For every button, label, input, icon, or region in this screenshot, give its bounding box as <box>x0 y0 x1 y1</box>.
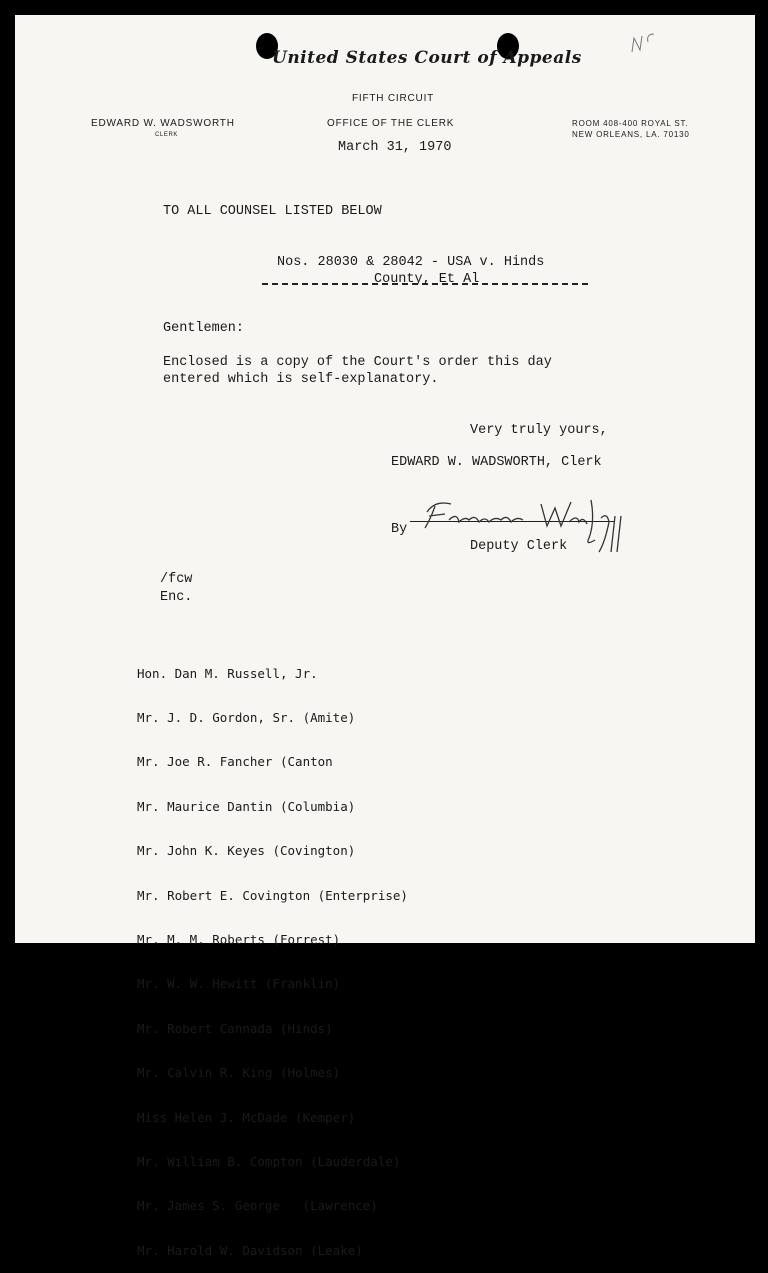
list-item: Mr. Joe R. Fancher (Canton <box>137 754 333 770</box>
case-ref-line-2: County, Et Al <box>374 272 480 287</box>
office-label: OFFICE OF THE CLERK <box>327 118 455 129</box>
list-item: Mr. J. D. Gordon, Sr. (Amite) <box>137 709 356 725</box>
clerk-title: CLERK <box>155 132 179 138</box>
body-line-2: entered which is self-explanatory. <box>163 372 439 387</box>
greeting: Gentlemen: <box>163 321 245 336</box>
body-line-1: Enclosed is a copy of the Court's order this day <box>163 355 552 370</box>
address-line-2: NEW ORLEANS, LA. 70130 <box>572 130 690 139</box>
letter-date: March 31, 1970 <box>338 140 452 155</box>
case-ref-line-1: Nos. 28030 & 28042 - USA v. Hinds <box>277 255 545 270</box>
closing: Very truly yours, <box>470 423 608 438</box>
court-name-heading: United States Court of Appeals <box>272 48 582 68</box>
list-item: Mr. John K. Keyes (Covington) <box>137 843 356 859</box>
typist-initials: /fcw <box>160 572 193 587</box>
handwritten-mark-icon <box>628 28 662 58</box>
circuit-label: FIFTH CIRCUIT <box>352 93 435 104</box>
signature-by-label: By <box>391 522 408 537</box>
list-item: Mr. William B. Compton (Lauderdale) <box>137 1153 401 1169</box>
list-item: Mr. Robert E. Covington (Enterprise) <box>137 887 408 903</box>
list-item: Mr. M. M. Roberts (Forrest) <box>137 931 341 947</box>
list-item: Mr. Calvin R. King (Holmes) <box>137 1065 341 1081</box>
counsel-list <box>137 637 408 1273</box>
clerk-name: EDWARD W. WADSWORTH <box>91 118 235 129</box>
list-item: Mr. James S. George (Lawrence) <box>137 1198 378 1214</box>
list-item: Hon. Dan M. Russell, Jr. <box>137 665 318 681</box>
dashed-rule <box>262 283 588 285</box>
list-item: Miss Helen J. McDade (Kemper) <box>137 1109 356 1125</box>
list-item: Mr. Robert Cannada (Hinds) <box>137 1020 333 1036</box>
signer-name: EDWARD W. WADSWORTH, Clerk <box>391 455 602 470</box>
addressee-line: TO ALL COUNSEL LISTED BELOW <box>163 204 382 219</box>
list-item: Mr. W. W. Hewitt (Franklin) <box>137 976 341 992</box>
list-item: Mr. Harold W. Davidson (Leake) <box>137 1242 363 1258</box>
signature-title: Deputy Clerk <box>470 539 568 554</box>
list-item: Mr. Maurice Dantin (Columbia) <box>137 798 356 814</box>
enclosure-note: Enc. <box>160 590 193 605</box>
address-line-1: ROOM 408-400 ROYAL ST. <box>572 119 689 128</box>
